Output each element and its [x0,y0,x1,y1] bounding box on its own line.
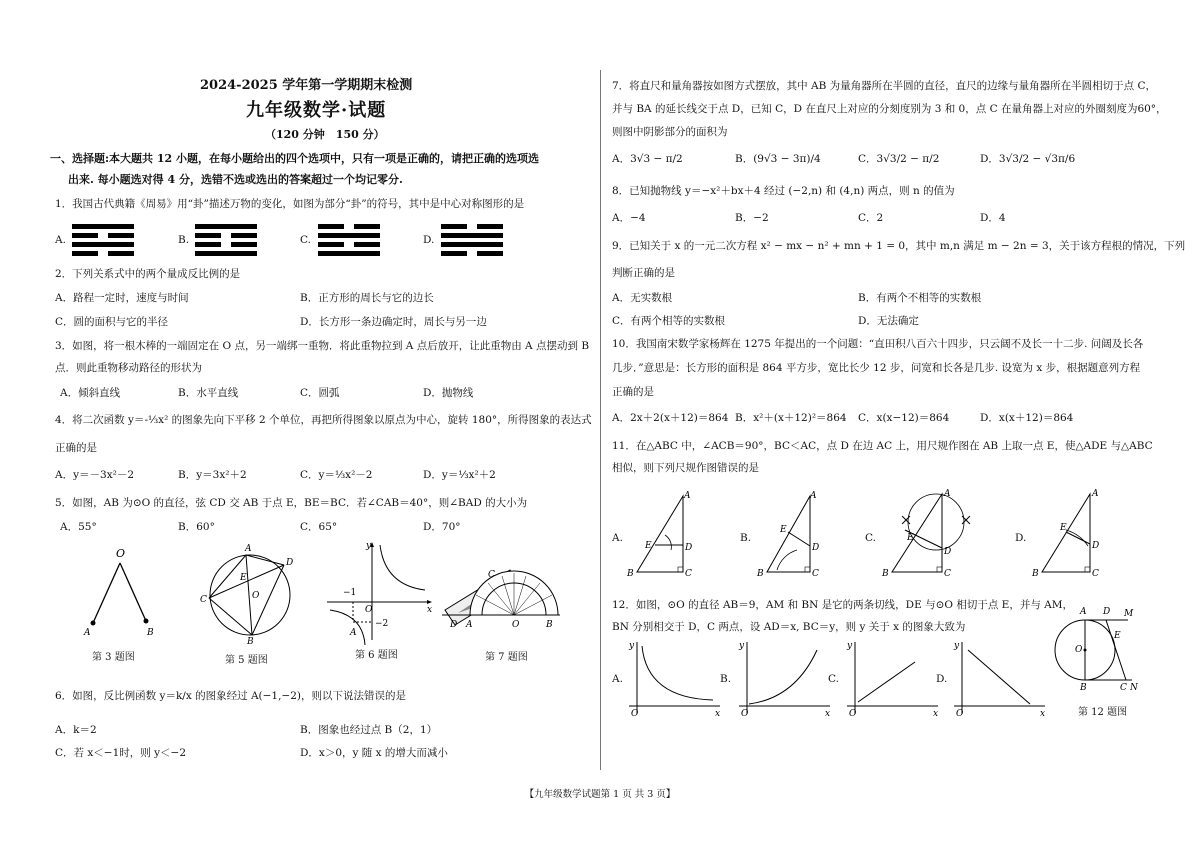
svg-text:O: O [116,547,126,560]
q9-option-a: A．无实数根 [612,292,673,304]
svg-text:E: E [1114,631,1121,641]
q4-option-b: B．y＝3x²＋2 [178,469,247,481]
q2-option-a: A．路程一定时，速度与时间 [55,292,189,304]
q8-option-b: B．−2 [735,212,769,224]
exam-subtitle: 2024-2025 学年第一学期期末检测 [200,78,413,93]
q9-stem: 9．已知关于 x 的一元二次方程 x² − mx − n² + mn + 1 = 0，其中 m,n 满足 m − 2n = 3，关于该方程根的情况，下列 [612,240,1186,252]
svg-text:B: B [247,637,254,647]
q8-option-c: C．2 [858,212,884,224]
q3-stem-cont: 点．则此重物移动路径的形状为 [55,362,202,374]
svg-text:C: C [685,569,692,579]
q9-stem-cont: 判断正确的是 [612,267,675,279]
caption-q12: 第 12 题图 [1078,707,1128,718]
caption-q3: 第 3 题图 [92,652,135,663]
q7-stem: 7．将直尺和量角器按如图方式摆放，其中 AB 为量角器所在半圆的直径，直尺的边缘与量角器所在半圆相切于点 C， [612,80,1157,92]
q11-option-c: C. [865,532,876,544]
q2-stem: 2．下列关系式中的两个量成反比例的是 [55,268,241,280]
svg-text:N: N [1130,683,1138,693]
q7-stem-cont1: 并与 BA 的延长线交于点 D，已知 C，D 在直尺上对应的分刻度别为 3 和 0，点 C 在量角器上对应的外圈刻度为60°， [612,103,1167,115]
graph-q12-d [950,640,1050,718]
svg-text:D: D [1103,607,1111,617]
q5-option-b: B．60° [178,521,215,533]
q6-option-a: A．k＝2 [55,724,97,736]
svg-text:B: B [1080,683,1087,693]
q12-option-c: C. [828,673,839,685]
svg-text:B: B [757,569,764,579]
q10-option-d: D．x(x＋12)＝864 [980,412,1074,424]
q6-option-d: D．x＞0，y 随 x 的增大而减小 [300,747,448,759]
svg-text:B: B [546,620,553,630]
svg-text:E: E [780,525,787,535]
figure-q11-d [1030,488,1110,580]
svg-text:A: A [1092,489,1099,499]
q12-option-a: A. [612,673,623,685]
q10-stem-cont2: 正确的是 [612,386,654,398]
svg-text:A: A [466,620,473,630]
q6-option-b: B．图象也经过点 B（2，1） [300,724,438,736]
svg-text:O: O [956,709,964,719]
svg-text:O: O [512,620,520,630]
svg-text:D: D [1092,541,1100,551]
svg-text:B: B [147,628,154,638]
figure-q7 [440,565,565,630]
q11-option-a: A. [612,532,623,544]
svg-text:y: y [954,641,960,651]
figure-q12 [1050,602,1138,697]
q3-option-d: D．抛物线 [423,387,474,399]
svg-text:x: x [427,605,433,615]
svg-text:B: B [1032,569,1039,579]
svg-text:B: B [882,569,889,579]
section1-heading: 一、选择题:本大题共 12 小题，在每小题给出的四个选项中，只有一项是正确的，请把正确的选项选 [50,152,540,165]
svg-text:x: x [715,709,721,719]
q9-option-d: D．无法确定 [858,315,919,327]
svg-text:y: y [366,541,372,551]
figure-q11-c [880,488,980,580]
q7-option-c: C．3√3/2 − π/2 [858,153,940,165]
q12-option-b: B. [720,673,732,685]
svg-text:O: O [365,605,373,615]
graph-q12-a [625,640,725,718]
q3-stem: 3．如图，将一根木棒的一端固定在 O 点，另一端绑一重物．将此重物拉到 A 点后放开，让此重物由 A 点摆动到 B [55,340,590,352]
q9-option-c: C．有两个相等的实数根 [612,315,726,327]
caption-q6: 第 6 题图 [355,650,398,661]
figure-q11-b [755,490,830,580]
svg-text:O: O [252,591,260,601]
svg-text:E: E [907,533,914,543]
figure-q6 [325,540,435,645]
svg-text:−1: −1 [343,588,357,598]
svg-text:E: E [645,541,652,551]
svg-text:A: A [684,491,691,501]
q1-option-d: D. [423,234,435,246]
svg-text:y: y [629,641,635,651]
svg-text:D: D [450,620,458,630]
svg-text:E: E [1060,523,1067,533]
q7-option-d: D．3√3/2 − √3π/6 [980,153,1076,165]
svg-text:D: D [944,547,952,557]
svg-text:C: C [944,569,951,579]
q10-option-c: C．x(x−12)＝864 [858,412,950,424]
section1-heading-cont: 出来. 每小题选对得 4 分，选错不选或选出的答案超过一个均记零分. [68,173,403,186]
caption-q5: 第 5 题图 [225,655,268,666]
q9-option-b: B．有两个不相等的实数根 [858,292,982,304]
svg-text:D: D [812,543,820,553]
q5-option-c: C．65° [300,521,338,533]
svg-text:x: x [1040,709,1046,719]
q10-option-b: B．x²＋(x＋12)²＝864 [735,412,847,424]
q3-option-b: B．水平直线 [178,387,239,399]
q4-stem: 4．将二次函数 y＝-⅓x² 的图象先向下平移 2 个单位，再把所得图象以原点为中心，旋转 180°，所得图象的表达式 [55,414,592,426]
q6-stem: 6．如图，反比例函数 y＝k/x 的图象经过 A(−1,−2)，则以下说法错误的是 [55,690,407,702]
q8-option-a: A．−4 [612,212,646,224]
svg-text:A: A [350,628,357,638]
q11-option-d: D. [1015,532,1027,544]
q11-stem: 11．在△ABC 中，∠ACB＝90°，BC＜AC，点 D 在边 AC 上，用尺规作图在 AB 上取一点 E，使△ADE 与△ABC [612,440,1153,452]
q11-option-b: B. [740,532,752,544]
page-footer: 【九年级数学试题第 1 页 共 3 页】 [524,789,676,800]
gua-c-icon [318,224,380,258]
q1-stem: 1．我国古代典籍《周易》用“卦”描述万物的变化，如图为部分“卦”的符号，其中是中心对称图形的是 [55,198,525,210]
q10-stem: 10．我国南宋数学家杨辉在 1275 年提出的一个问题：“直田积八百六十四步，只云阔不及长一十二步. 问阔及长各 [612,338,1144,350]
svg-text:D: D [685,543,693,553]
q3-option-a: A．倾斜直线 [60,387,121,399]
graph-q12-c [843,640,943,718]
q12-stem: 12．如图，⊙O 的直径 AB＝9，AM 和 BN 是它的两条切线，DE 与⊙O 相切于点 E，并与 AM， [612,599,1074,611]
exam-time-score: （120 分钟 150 分） [265,128,385,141]
svg-text:A: A [245,544,252,554]
q2-option-b: B．正方形的周长与它的边长 [300,292,434,304]
exam-title: 九年级数学·试题 [246,100,387,121]
q2-option-d: D．长方形一条边确定时，周长与另一边 [300,316,487,328]
svg-text:O: O [631,709,639,719]
svg-text:A: A [84,628,91,638]
q4-option-c: C．y＝⅓x²－2 [300,469,373,481]
q4-option-d: D．y＝⅓x²＋2 [423,469,496,481]
svg-text:−2: −2 [375,619,389,629]
svg-text:x: x [825,709,831,719]
svg-text:y: y [847,641,853,651]
svg-text:y: y [739,641,745,651]
graph-q12-b [735,640,835,718]
svg-text:x: x [933,709,939,719]
q6-option-c: C．若 x＜−1时，则 y＜−2 [55,747,187,759]
svg-text:C: C [488,570,495,580]
svg-text:M: M [1124,609,1134,619]
q1-option-c: C. [300,234,311,246]
q7-option-b: B．(9√3 − 3π)/4 [735,153,821,165]
q7-stem-cont2: 则图中阴影部分的面积为 [612,126,728,138]
q5-option-d: D．70° [423,521,461,533]
svg-text:A: A [810,491,817,501]
svg-text:A: A [944,489,951,499]
q7-option-a: A．3√3 − π/2 [612,153,683,165]
svg-text:E: E [240,573,247,583]
q10-option-a: A．2x＋2(x＋12)＝864 [612,412,729,424]
figure-q3 [80,545,170,640]
svg-text:C: C [1120,683,1127,693]
q5-option-a: A．55° [60,521,97,533]
figure-q11-a [625,490,700,580]
svg-text:C: C [1092,569,1099,579]
svg-text:O: O [1075,645,1083,655]
q12-stem-cont: BN 分别相交于 D，C 两点，设 AD＝x, BC＝y，则 y 关于 x 的图象大致为 [612,621,966,633]
gua-d-icon [441,224,503,258]
q2-option-c: C．圆的面积与它的半径 [55,316,169,328]
q1-option-b: B. [178,234,190,246]
q8-option-d: D．4 [980,212,1006,224]
q3-option-c: C．圆弧 [300,387,340,399]
gua-a-icon [72,224,134,258]
caption-q7: 第 7 题图 [485,652,528,663]
svg-text:C: C [812,569,819,579]
svg-text:A: A [1080,607,1087,617]
svg-text:O: O [741,709,749,719]
q11-stem-cont: 相似，则下列尺规作图错误的是 [612,462,759,474]
svg-text:C: C [200,595,207,605]
q12-option-d: D. [936,673,948,685]
q4-option-a: A．y＝－3x²－2 [55,469,135,481]
q10-stem-cont1: 几步．”意思是：长方形的面积是 864 平方步，宽比长少 12 步，问宽和长各是几步. 设宽为 x 步，根据题意列方程 [612,362,1141,374]
q1-option-a: A. [55,234,66,246]
svg-text:B: B [627,569,634,579]
q8-stem: 8．已知抛物线 y＝−x²＋bx＋4 经过 (−2,n) 和 (4,n) 两点，则 n 的值为 [612,185,955,197]
svg-text:O: O [849,709,857,719]
q5-stem: 5．如图，AB 为⊙O 的直径，弦 CD 交 AB 于点 E，BE＝BC．若∠CAB＝40°，则∠BAD 的大小为 [55,497,528,509]
svg-text:D: D [286,558,294,568]
q4-stem-cont: 正确的是 [55,442,97,454]
column-divider [600,70,601,770]
gua-b-icon [195,224,257,258]
figure-q5 [200,540,300,645]
